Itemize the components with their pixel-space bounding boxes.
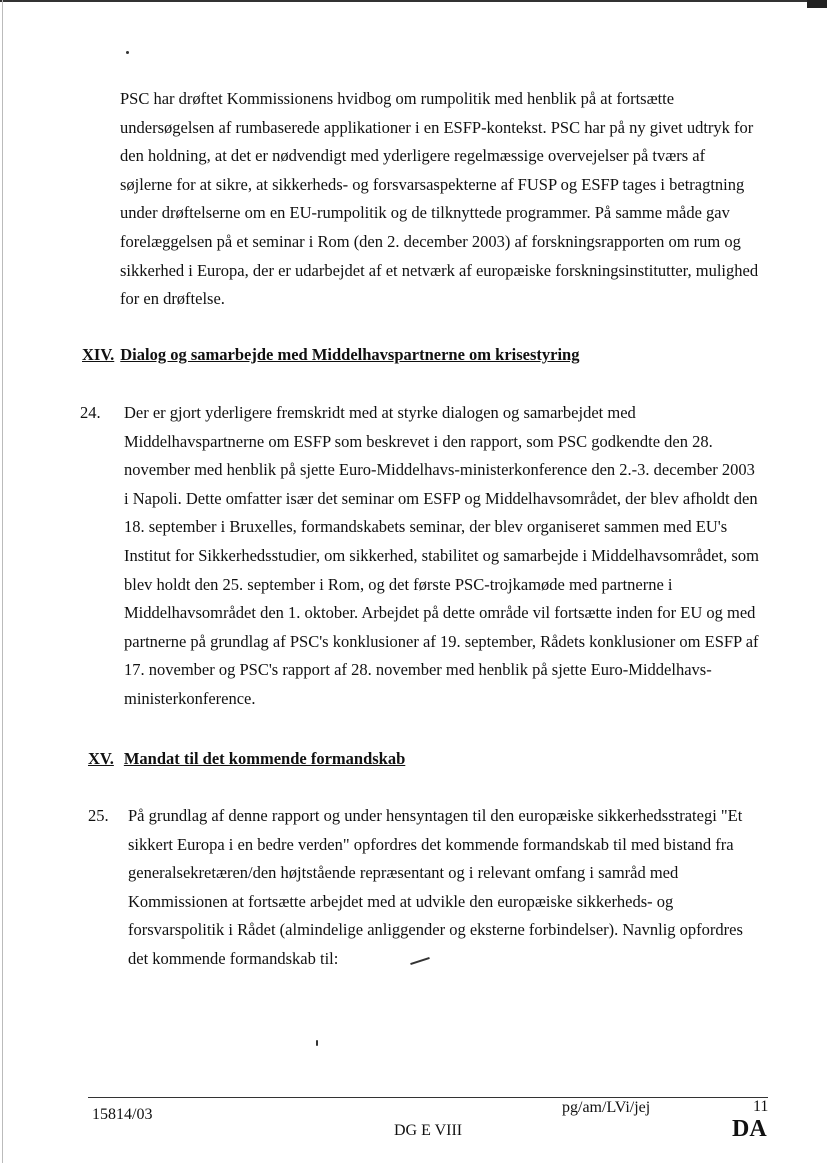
section-heading-xiv <box>82 345 580 365</box>
scan-speck <box>316 1040 318 1046</box>
page-top-border <box>0 0 827 5</box>
section-number: XIV. <box>82 345 115 364</box>
item-number: 25. <box>88 806 109 825</box>
item-text: På grundlag af denne rapport og under hensyntagen til den europæiske sikkerhedsstrategi "Et sikkert Europa i en bedre verden" opfordres det kommende formandskab til med bistand fra generalsekretæren/den højtstående repræsentant og i relevant omfang i samråd med Kommissionen at fortsætte arbejdet med at udvikle den europæiske sikkerheds- og forsvarspolitik i Rådet (almindelige anliggender og eksterne forbindelser). Navnlig opfordres det kommende formandskab til: <box>128 806 743 968</box>
document-reference: 15814/03 <box>92 1106 153 1123</box>
footer-rule <box>88 1097 768 1098</box>
scan-speck <box>126 51 129 54</box>
directorate-label: DG E VIII <box>394 1122 463 1139</box>
section-title: Dialog og samarbejde med Middelhavspartnerne om krisestyring <box>120 345 580 364</box>
author-initials: pg/am/LVi/jej <box>562 1099 651 1116</box>
item-text: Der er gjort yderligere fremskridt med at styrke dialogen og samarbejdet med Middelhavspartnerne om ESFP som beskrevet i den rapport, som PSC godkendte den 28. november med henblik på sjette Euro-Middelhavs-ministerkonference den 2.-3. december 2003 i Napoli. Dette omfatter især det seminar om ESFP og Middelhavsområdet, der blev afholdt den 18. september i Bruxelles, formandskabets seminar, der blev organiseret sammen med EU's Institut for Sikkerhedsstudier, om sikkerhed, stabilitet og samarbejde i Middelhavsområdet, som blev holdt den 25. september i Rom, og det første PSC-trojkamøde med partnerne i Middelhavsområdet den 1. oktober. Arbejdet på dette område vil fortsætte inden for EU og med partnerne på grundlag af PSC's konklusioner af 19. september, Rådets konklusioner om ESFP af 17. november og PSC's rapport af 28. november med henblik på sjette Euro-Middelhavs-ministerkonference. <box>124 403 759 708</box>
language-code: DA <box>732 1116 767 1142</box>
page-number: 11 <box>753 1098 769 1115</box>
item-number: 24. <box>80 403 101 422</box>
scan-left-edge <box>2 0 3 1163</box>
section-number: XV. <box>88 749 114 768</box>
intro-paragraph: PSC har drøftet Kommissionens hvidbog om rumpolitik med henblik på at fortsætte undersøgelsen af rumbaserede applikationer i en ESFP-kontekst. PSC har på ny givet udtryk for den holdning, at det er nødvendigt med yderligere regelmæssige overvejelser på tværs af søjlerne for at sikre, at sikkerheds- og forsvarsaspekterne af FUSP og ESFP tages i betragtning under drøftelserne om en EU-rumpolitik og de tilknyttede programmer. På samme måde gav forelæggelsen på et seminar i Rom (den 2. december 2003) af forskningsrapporten om rum og sikkerhed i Europa, der er udarbejdet af et netværk af europæiske forskningsinstitutter, mulighed for en drøftelse. <box>120 89 759 309</box>
section-title: Mandat til det kommende formandskab <box>123 749 406 768</box>
section-heading-xv <box>88 749 405 769</box>
scan-corner-mark <box>807 0 827 8</box>
